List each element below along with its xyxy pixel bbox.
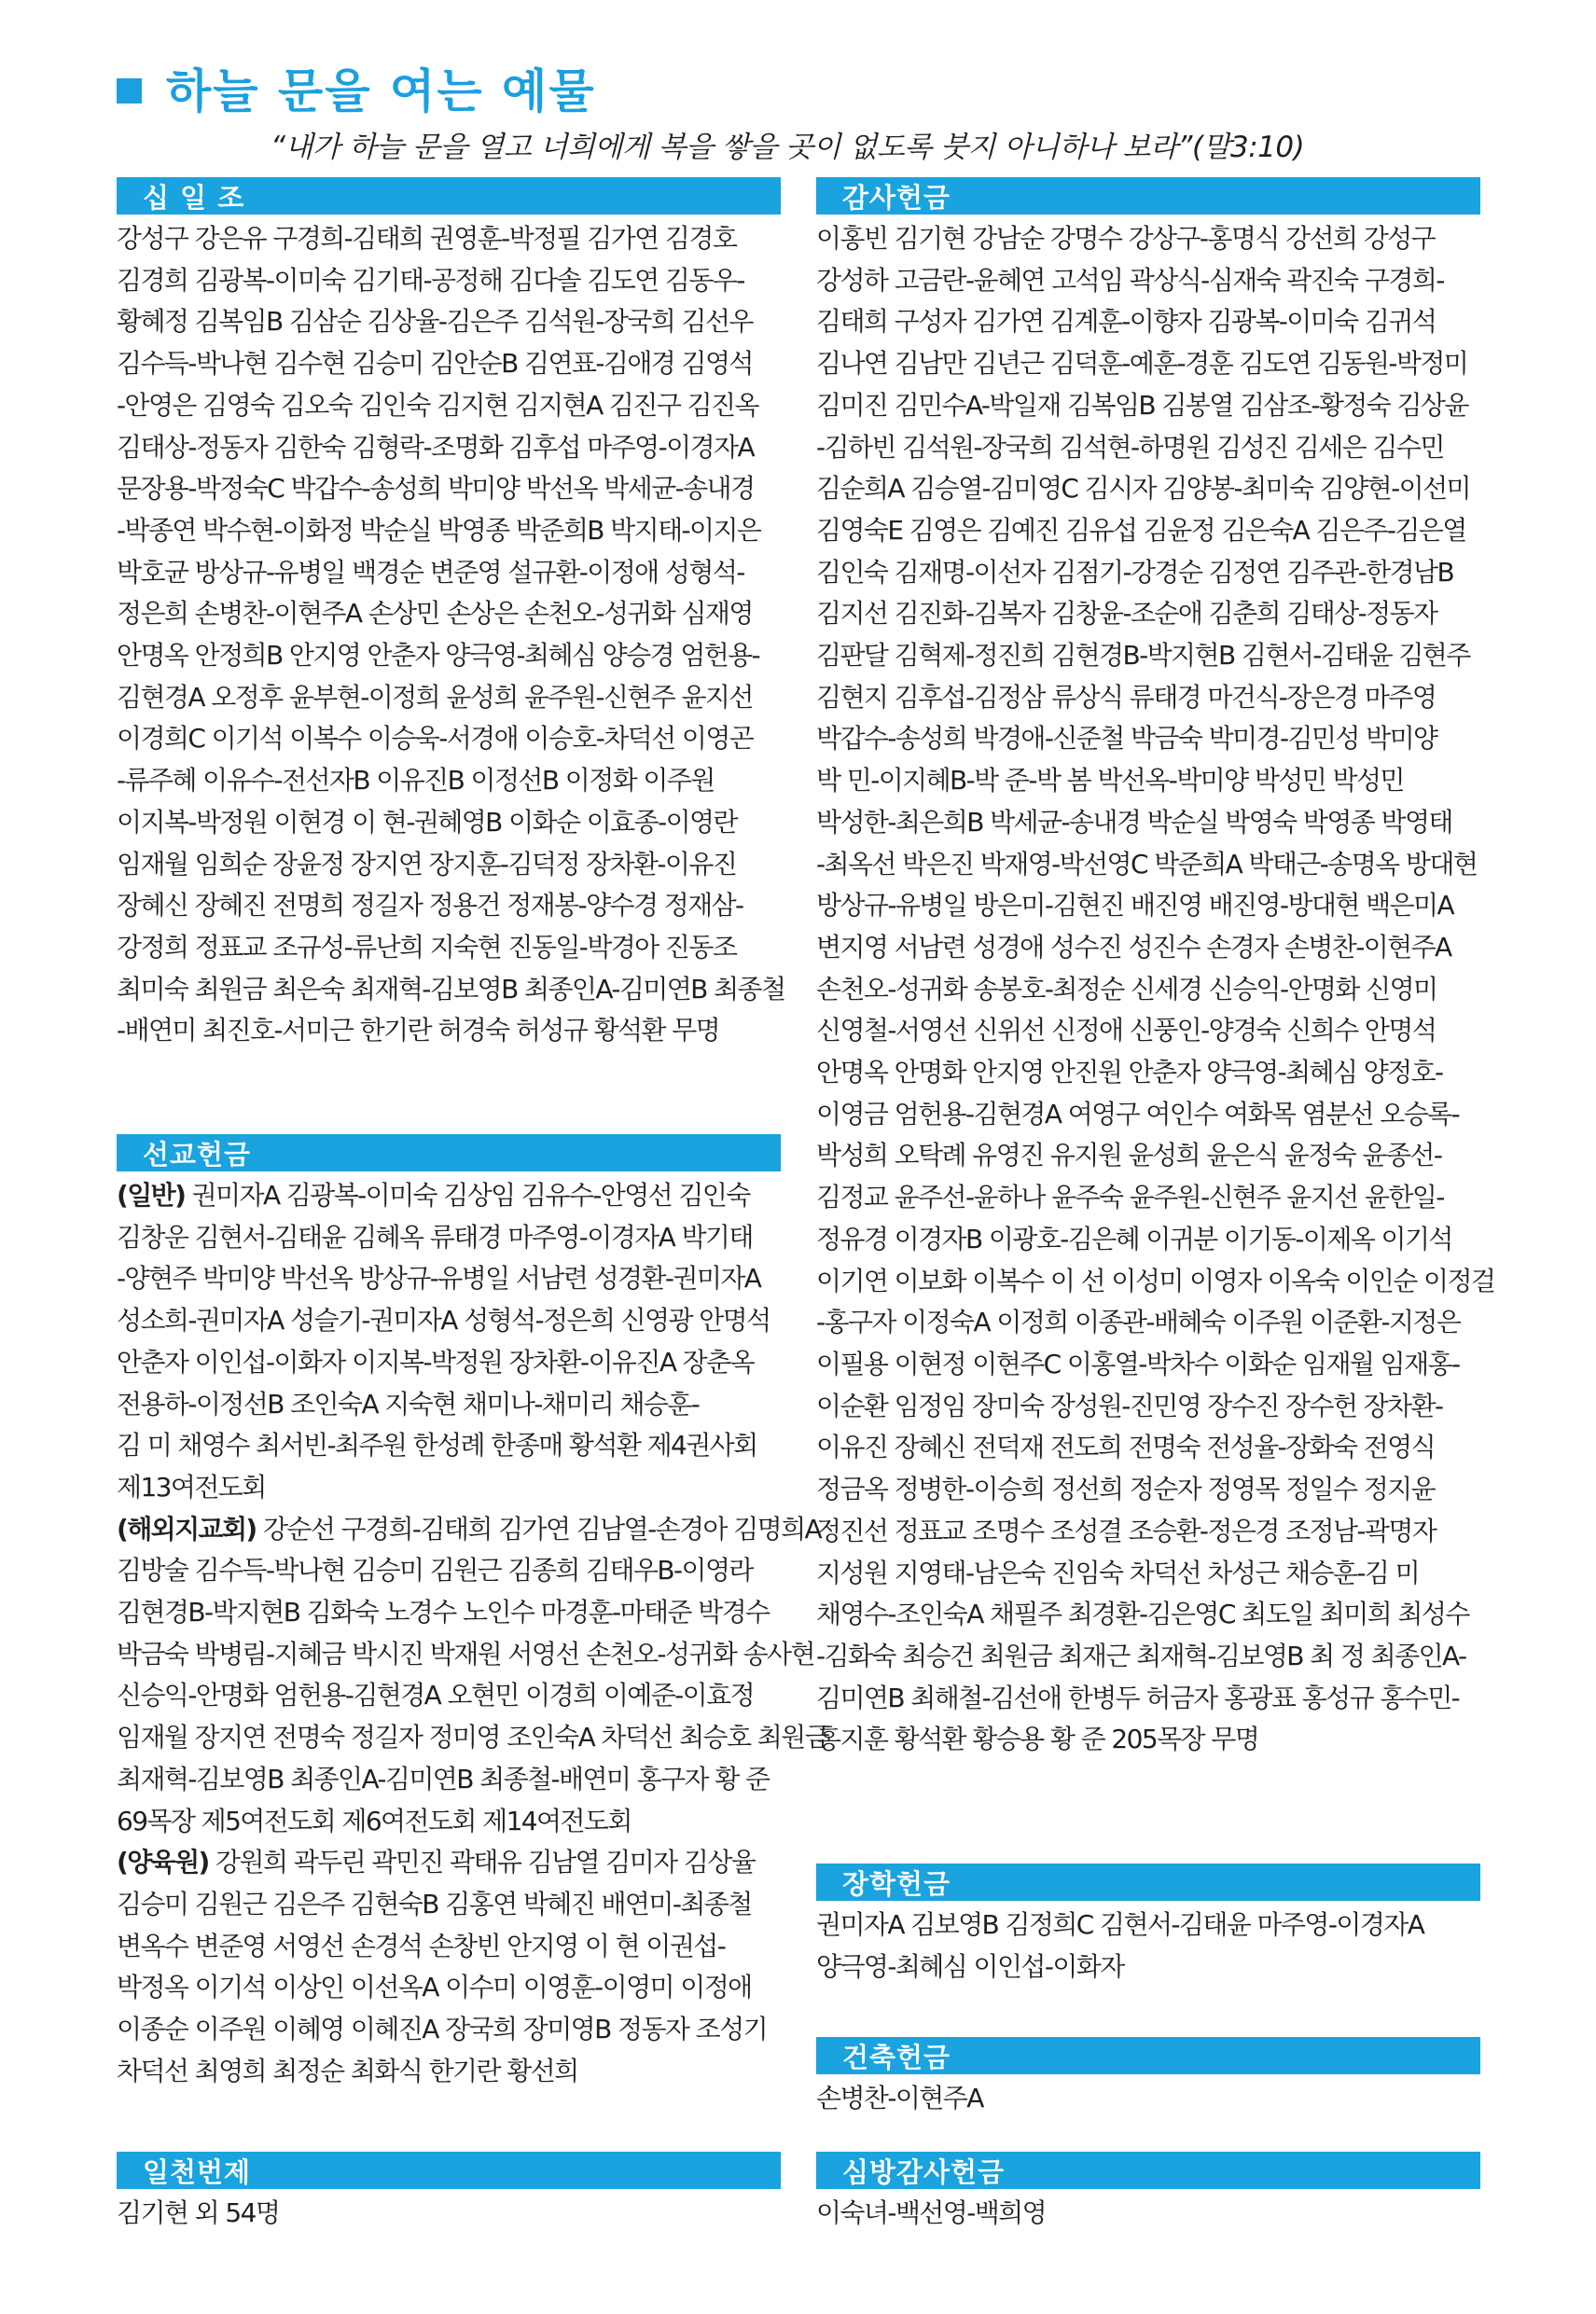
name-line: 방상규-유병일 방은미-김현진 배진영 배진영-방대현 백은미A: [816, 890, 1454, 921]
name-text: 김현경B-박지현B 김화숙 노경수 노인수 마경훈-마태준 박경수: [117, 1597, 770, 1628]
name-line: 신영철-서영선 신위선 신정애 신풍인-양경숙 신희수 안명석: [816, 1015, 1436, 1046]
name-line: [117, 1717, 829, 1759]
name-line: [117, 1634, 814, 1676]
name-line: [117, 1425, 781, 1467]
name-line: [117, 1467, 781, 1509]
name-line: -류주혜 이유수-전선자B 이유진B 이정선B 이정화 이주원: [117, 765, 715, 797]
building-header: 건축헌금: [842, 2041, 951, 2073]
page-title: 하늘 문을 여는 예물: [166, 64, 596, 118]
category-tag: (일반): [117, 1180, 186, 1211]
name-line: [117, 2051, 781, 2093]
scholarship-list: [816, 1905, 1480, 1988]
thanks-list: [816, 218, 1495, 1761]
name-line: 최미숙 최원금 최은숙 최재혁-김보영B 최종인A-김미연B 최종철: [117, 973, 785, 1005]
name-text: 김창운 김현서-김태윤 김혜옥 류태경 마주영-이경자A 박기태: [117, 1221, 753, 1253]
name-line: 이유진 장혜신 전덕재 전도희 전명숙 전성율-장화숙 전영식: [816, 1432, 1436, 1463]
title-square-icon: [117, 78, 142, 104]
name-line: 김태희 구성자 김가연 김계훈-이향자 김광복-이미숙 김귀석: [816, 306, 1436, 338]
thousandth-list: [117, 2193, 781, 2235]
name-line: [117, 1759, 781, 1801]
name-text: 최재혁-김보영B 최종인A-김미연B 최종철-배연미 홍구자 황 준: [117, 1763, 770, 1794]
name-line: -김화숙 최승건 최원금 최재근 최재혁-김보영B 최 정 최종인A-: [816, 1640, 1466, 1671]
name-line: -박종연 박수현-이화정 박순실 박영종 박준희B 박지태-이지은: [117, 514, 761, 546]
bible-verse: “내가 하늘 문을 열고 너희에게 복을 쌓을 곳이 없도록 붓지 아니하나 보라”(말3:10): [271, 131, 1305, 164]
name-text: 변옥수 변준영 서영선 손경석 손창빈 안지영 이 현 이권섭-: [117, 1930, 726, 1961]
name-line: [117, 1592, 781, 1634]
name-line: 안명옥 안정희B 안지영 안춘자 양극영-최혜심 양승경 엄헌용-: [117, 640, 760, 672]
name-line: 김미연B 최해철-김선애 한병두 허금자 홍광표 홍성규 홍수민-: [816, 1682, 1460, 1713]
name-line: 김정교 윤주선-윤하나 윤주숙 윤주원-신현주 윤지선 윤한일-: [816, 1182, 1444, 1213]
tithe-list: [117, 218, 785, 1052]
name-line: 김인숙 김재명-이선자 김점기-강경순 김정연 김주관-한경남B: [816, 556, 1454, 588]
name-text: 신승익-안명화 엄헌용-김현경A 오현민 이경희 이예준-이효정: [117, 1680, 755, 1711]
name-line: 강성하 고금란-윤혜연 고석임 곽상식-심재숙 곽진숙 구경희-: [816, 264, 1444, 296]
name-line: 김영숙E 김영은 김예진 김유섭 김윤정 김은숙A 김은주-김은열: [816, 514, 1466, 546]
name-line: -홍구자 이정숙A 이정희 이종관-배혜숙 이주원 이준환-지정은: [816, 1307, 1461, 1338]
name-line: 이숙녀-백선영-백희영: [816, 2197, 1047, 2228]
name-line: 김지선 김진화-김복자 김창윤-조순애 김춘희 김태상-정동자: [816, 598, 1437, 630]
name-line: 박 민-이지혜B-박 준-박 봄 박선옥-박미양 박성민 박성민: [816, 765, 1404, 797]
name-line: 정금옥 정병한-이승희 정선희 정순자 정영목 정일수 정지윤: [816, 1474, 1436, 1505]
tithe-header-bar: [117, 177, 781, 215]
visitation-header-bar: [816, 2152, 1480, 2189]
name-line: 강정희 정표교 조규성-류난희 지숙현 진동일-박경아 진동조: [117, 931, 737, 963]
name-text: 성소희-권미자A 성슬기-권미자A 성형석-정은희 신영광 안명석: [117, 1305, 770, 1337]
name-line: 지성원 지영태-남은숙 진임숙 차덕선 차성근 채승훈-김 미: [816, 1557, 1420, 1588]
name-line: [117, 1258, 781, 1300]
name-line: 이순환 임정임 장미숙 장성원-진민영 장수진 장수헌 장차환-: [816, 1390, 1443, 1421]
building-list: [816, 2078, 1480, 2120]
name-line: -배연미 최진호-서미근 한기란 허경숙 허성규 황석환 무명: [117, 1015, 720, 1046]
name-line: 김현경A 오정후 윤부현-이정희 윤성희 윤주원-신현주 윤지선: [117, 681, 753, 713]
name-text: 권미자A 김광복-이미숙 김상임 김유수-안영선 김인숙: [185, 1180, 750, 1211]
name-text: 김 미 채영수 최서빈-최주원 한성례 한종매 황석환 제4권사회: [117, 1430, 757, 1462]
name-text: 69목장 제5여전도회 제6여전도회 제14여전도회: [117, 1805, 631, 1836]
page-header: [117, 54, 596, 121]
mission-list: [117, 1175, 829, 2092]
thousandth-header: 일천번제: [143, 2155, 252, 2188]
name-line: 이홍빈 김기현 강남순 강명수 강상구-홍명식 강선희 강성구: [816, 223, 1436, 254]
name-line: 김판달 김혁제-정진희 김현경B-박지현B 김현서-김태윤 김현주: [816, 640, 1470, 672]
name-line: -최옥선 박은진 박재영-박선영C 박준희A 박태근-송명옥 방대현: [816, 848, 1478, 880]
name-line: 김순희A 김승열-김미영C 김시자 김양봉-최미숙 김양현-이선미: [816, 473, 1470, 505]
name-line: 김기현 외 54명: [117, 2197, 280, 2228]
name-line: 권미자A 김보영B 김정희C 김현서-김태윤 마주영-이경자A: [816, 1909, 1424, 1940]
name-line: -안영은 김영숙 김오숙 김인숙 김지현 김지현A 김진구 김진옥: [117, 389, 758, 421]
thousandth-header-bar: [117, 2152, 781, 2189]
name-text: 임재월 장지연 전명숙 정길자 정미영 조인숙A 차덕선 최승호 최원금: [117, 1722, 829, 1753]
name-line: 이지복-박정원 이현경 이 현-권혜영B 이화순 이효종-이영란: [117, 806, 737, 838]
mission-header: 선교헌금: [143, 1138, 252, 1171]
name-line: 이영금 엄헌용-김현경A 여영구 여인수 여화목 염분선 오승록-: [816, 1098, 1460, 1129]
name-text: 전용하-이정선B 조인숙A 지숙현 채미나-채미리 채승훈-: [117, 1388, 700, 1420]
name-line: 홍지훈 황석환 황승용 황 준 205목장 무명: [816, 1724, 1259, 1755]
name-text: 박금숙 박병림-지혜금 박시진 박재원 서영선 손천오-성귀화 송사현: [117, 1638, 814, 1670]
name-line: [117, 1842, 781, 1884]
name-line: 이경희C 이기석 이복수 이승욱-서경애 이승호-차덕선 이영곤: [117, 723, 754, 755]
name-line: 김현지 김후섭-김정삼 류상식 류태경 마건식-장은경 마주영: [816, 681, 1436, 713]
name-line: 장혜신 장혜진 전명희 정길자 정용건 정재봉-양수경 정재삼-: [117, 890, 743, 921]
name-line: [117, 2009, 781, 2051]
building-header-bar: [816, 2037, 1480, 2074]
thanks-header-bar: [816, 177, 1480, 215]
name-line: 박성희 오탁례 유영진 유지원 윤성희 윤은식 윤정숙 윤종선-: [816, 1140, 1442, 1171]
name-line: [117, 1342, 781, 1384]
name-line: 김태상-정동자 김한숙 김형락-조명화 김후섭 마주영-이경자A: [117, 431, 755, 463]
tithe-header: 십 일 조: [143, 181, 245, 214]
name-line: [117, 1217, 781, 1259]
name-line: 임재월 임희순 장윤정 장지연 장지훈-김덕정 장차환-이유진: [117, 848, 737, 880]
name-text: 강순선 구경희-김태희 김가연 김남열-손경아 김명희A: [256, 1513, 822, 1545]
name-line: 정진선 정표교 조명수 조성결 조승환-정은경 조정남-곽명자: [816, 1515, 1436, 1546]
visitation-section: [816, 2152, 1480, 2235]
name-line: [117, 1926, 781, 1968]
name-line: 정유경 이경자B 이광호-김은혜 이귀분 이기동-이제옥 이기석: [816, 1223, 1452, 1254]
name-text: 박정옥 이기석 이상인 이선옥A 이수미 이영훈-이영미 이정애: [117, 1972, 752, 2003]
name-line: [117, 1509, 822, 1551]
name-line: 김미진 김민수A-박일재 김복임B 김봉열 김삼조-황정숙 김상윤: [816, 389, 1468, 421]
name-line: 손병찬-이현주A: [816, 2083, 983, 2113]
name-text: 이종순 이주원 이혜영 이혜진A 장국희 장미영B 정동자 조성기: [117, 2014, 768, 2045]
name-line: [117, 1967, 781, 2009]
building-section: [816, 2037, 1480, 2120]
mission-header-bar: [117, 1134, 781, 1171]
tithe-section: [117, 177, 785, 1052]
name-line: 박호균 방상규-유병일 백경순 변준영 설규환-이정애 성형석-: [117, 556, 744, 588]
name-line: 박갑수-송성희 박경애-신준철 박금숙 박미경-김민성 박미양: [816, 723, 1437, 755]
name-text: -양현주 박미양 박선옥 방상규-유병일 서남련 성경환-권미자A: [117, 1263, 761, 1295]
name-line: [117, 1801, 781, 1843]
name-text: 김방술 김수득-박나현 김승미 김원근 김종희 김태우B-이영라: [117, 1555, 753, 1587]
name-line: [117, 1884, 781, 1926]
name-line: 김경희 김광복-이미숙 김기태-공정해 김다솔 김도연 김동우-: [117, 264, 744, 296]
name-text: 안춘자 이인섭-이화자 이지복-박정원 장차환-이유진A 장춘옥: [117, 1346, 755, 1378]
visitation-header: 심방감사헌금: [842, 2155, 1006, 2188]
name-line: [117, 1175, 781, 1217]
name-line: -김하빈 김석원-장국희 김석현-하명원 김성진 김세은 김수민: [816, 431, 1444, 463]
scholarship-header: 장학헌금: [842, 1867, 951, 1900]
visitation-list: [816, 2193, 1480, 2235]
category-tag: (해외지교회): [117, 1513, 257, 1545]
name-line: 문장용-박정숙C 박갑수-송성희 박미양 박선옥 박세균-송내경: [117, 473, 755, 505]
name-line: 박성한-최은희B 박세균-송내경 박순실 박영숙 박영종 박영태: [816, 806, 1452, 838]
name-line: 황혜정 김복임B 김삼순 김상율-김은주 김석원-장국희 김선우: [117, 306, 753, 338]
name-line: [117, 1550, 781, 1592]
name-text: 차덕선 최영희 최정순 최화식 한기란 황선희: [117, 2055, 578, 2086]
name-line: 김나연 김남만 김년근 김덕훈-예훈-경훈 김도연 김동원-박정미: [816, 348, 1468, 380]
name-line: [117, 1300, 781, 1342]
name-line: 손천오-성귀화 송봉호-최정순 신세경 신승익-안명화 신영미: [816, 973, 1437, 1005]
name-text: 김승미 김원근 김은주 김현숙B 김홍연 박혜진 배연미-최종철: [117, 1888, 752, 1919]
mission-section: [117, 1134, 829, 2092]
name-line: 변지영 서남련 성경애 성수진 성진수 손경자 손병찬-이현주A: [816, 931, 1451, 963]
name-text: 강원희 곽두린 곽민진 곽태유 김남열 김미자 김상율: [208, 1847, 756, 1878]
scholarship-section: [816, 1864, 1480, 1988]
thanks-header: 감사헌금: [842, 181, 951, 214]
name-line: 채영수-조인숙A 채필주 최경환-김은영C 최도일 최미희 최성수: [816, 1599, 1469, 1630]
name-line: 김수득-박나현 김수현 김승미 김안순B 김연표-김애경 김영석: [117, 348, 753, 380]
name-line: 이기연 이보화 이복수 이 선 이성미 이영자 이옥숙 이인순 이정걸: [816, 1265, 1495, 1296]
name-line: 이필용 이현정 이현주C 이홍열-박차수 이화순 임재월 임재홍-: [816, 1348, 1460, 1379]
thousandth-section: [117, 2152, 781, 2235]
name-line: [117, 1384, 781, 1426]
thanks-section: [816, 177, 1495, 1761]
scholarship-header-bar: [816, 1864, 1480, 1901]
name-line: 양극영-최혜심 이인섭-이화자: [816, 1950, 1124, 1982]
name-line: 강성구 강은유 구경희-김태희 권영훈-박정필 김가연 김경호: [117, 223, 737, 254]
name-text: 제13여전도회: [117, 1471, 266, 1503]
name-line: [117, 1675, 781, 1717]
name-line: 정은희 손병찬-이현주A 손상민 손상은 손천오-성귀화 심재영: [117, 598, 753, 630]
category-tag: (양육원): [117, 1847, 209, 1878]
name-line: 안명옥 안명화 안지영 안진원 안춘자 양극영-최혜심 양정호-: [816, 1057, 1443, 1088]
